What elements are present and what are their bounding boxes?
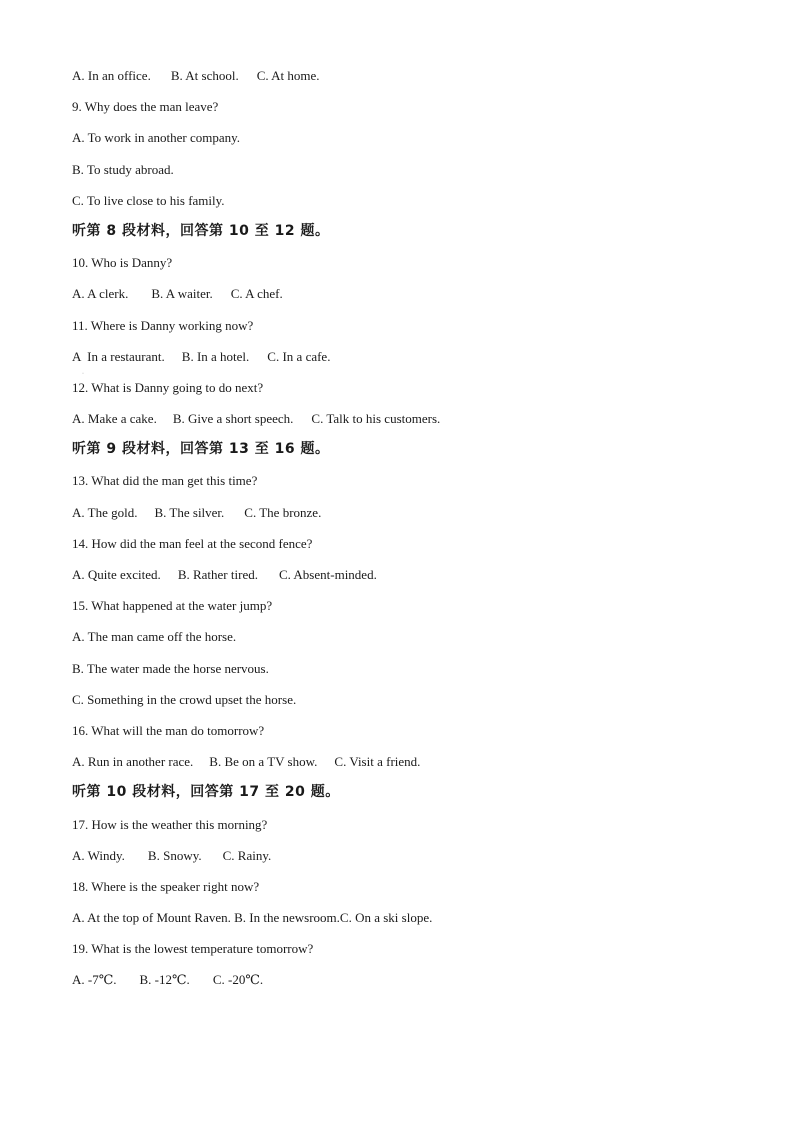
option-row xyxy=(72,565,752,584)
answer-option: B. Rather tired. xyxy=(177,567,258,582)
answer-option: C. Absent-minded. xyxy=(278,567,377,582)
option-row xyxy=(72,503,752,522)
question-text: 10. Who is Danny? xyxy=(72,255,173,271)
answer-option: C. To live close to his family. xyxy=(72,192,225,208)
answer-option: A. The man came off the horse. xyxy=(72,629,237,645)
answer-option: A. A clerk. xyxy=(72,286,129,302)
answer-option: A. In an office. xyxy=(72,68,151,83)
option-row xyxy=(72,409,752,428)
section-heading: 听第 10 段材料，回答第 17 至 20 题。 xyxy=(72,784,340,801)
answer-option: C. Talk to his customers. xyxy=(311,411,441,427)
section-heading: 听第 8 段材料，回答第 10 至 12 题。 xyxy=(72,222,330,239)
question-text: 15. What happened at the water jump? xyxy=(72,598,273,614)
question-text: 13. What did the man get this time? xyxy=(72,473,258,489)
option-row xyxy=(72,284,752,303)
option-row xyxy=(72,66,752,85)
question-text: 19. What is the lowest temperature tomorrow? xyxy=(72,941,314,957)
question-text: 17. How is the weather this morning? xyxy=(72,816,268,832)
option-row xyxy=(72,846,752,865)
stray-mark: · xyxy=(82,371,84,377)
question-text: 16. What will the man do tomorrow? xyxy=(72,722,265,738)
answer-option: A. Make a cake. xyxy=(72,411,157,427)
option-row xyxy=(72,970,752,989)
answer-option: C. Rainy. xyxy=(222,847,272,863)
answer-option: A. Windy. xyxy=(72,847,125,863)
question-text: 9. Why does the man leave? xyxy=(72,99,219,115)
answer-option: B. To study abroad. xyxy=(72,161,174,177)
option-row xyxy=(72,347,752,366)
answer-option: B. Give a short speech. xyxy=(172,411,294,427)
answer-option: C. On a ski slope. xyxy=(339,910,433,926)
question-text: 12. What is Danny going to do next? xyxy=(72,379,264,395)
answer-option: A. To work in another company. xyxy=(72,130,241,146)
question-text: 18. Where is the speaker right now? xyxy=(72,878,260,894)
answer-option: A. Quite excited. xyxy=(72,567,161,582)
answer-option: C. A chef. xyxy=(230,286,283,302)
answer-option: A. Run in another race. xyxy=(72,754,194,770)
answer-option: C. Visit a friend. xyxy=(334,754,421,770)
answer-option: C. At home. xyxy=(256,68,320,83)
answer-option: A In a restaurant. xyxy=(72,348,165,364)
answer-option: B. At school. xyxy=(170,68,239,83)
answer-option: C. -20℃. xyxy=(212,972,264,988)
answer-option: A. At the top of Mount Raven. B. In the newsroom. xyxy=(72,910,340,926)
answer-option: C. In a cafe. xyxy=(267,348,331,364)
answer-option: B. Snowy. xyxy=(147,847,202,863)
answer-option: B. The silver. xyxy=(154,504,225,520)
question-text: 11. Where is Danny working now? xyxy=(72,317,254,333)
answer-option: C. The bronze. xyxy=(244,504,322,520)
answer-option: C. Something in the crowd upset the horse. xyxy=(72,691,297,707)
option-row xyxy=(72,752,752,771)
answer-option: B. -12℃. xyxy=(139,972,190,988)
question-text: 14. How did the man feel at the second fence? xyxy=(72,535,313,551)
answer-option: B. In a hotel. xyxy=(181,348,250,364)
answer-option: B. Be on a TV show. xyxy=(209,754,318,770)
answer-option: B. A waiter. xyxy=(151,286,213,302)
answer-option: B. The water made the horse nervous. xyxy=(72,660,269,676)
answer-option: A. The gold. xyxy=(72,504,138,520)
answer-option: A. -7℃. xyxy=(72,972,117,988)
option-row xyxy=(72,908,752,927)
section-heading: 听第 9 段材料，回答第 13 至 16 题。 xyxy=(72,441,330,458)
document-page xyxy=(72,66,752,1002)
